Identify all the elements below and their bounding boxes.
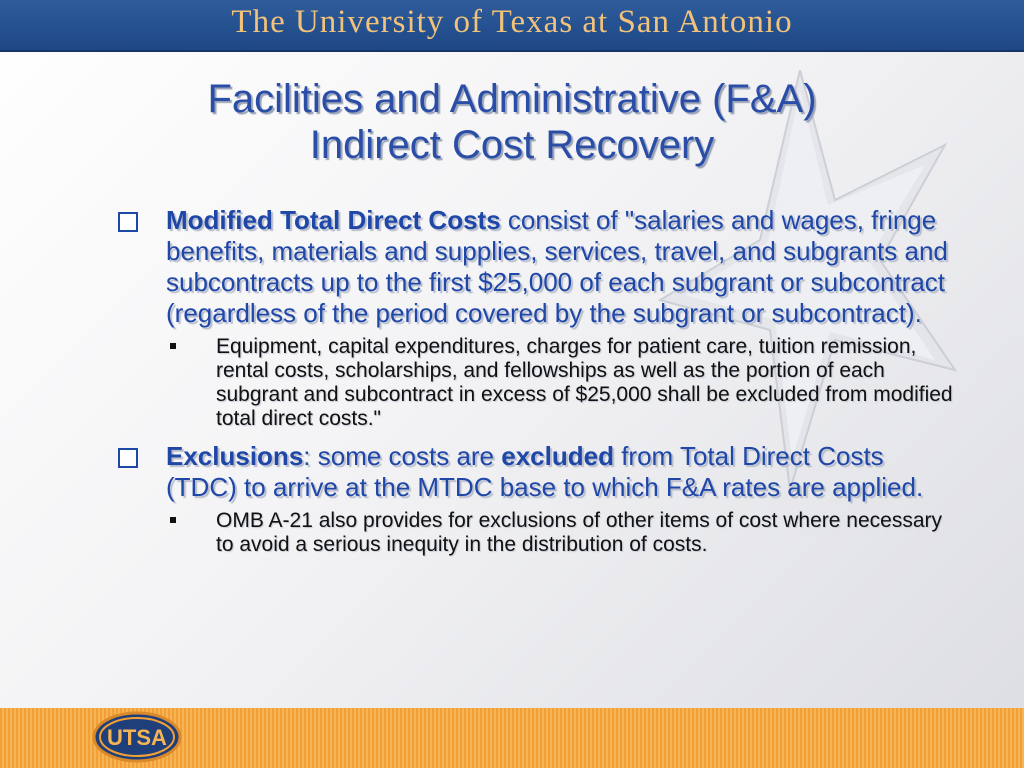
sub-bullet-omb (110, 509, 960, 557)
university-name: The University of Texas at San Antonio (231, 4, 793, 40)
exclusions-text-a: : some costs are (303, 441, 502, 471)
mtdc-definition: consist of "salaries and wages, fringe benefits, materials and supplies, services, travel, and subgrants and subcontracts up to the first $25,000 of each subgrant or subcontract (regardless of the period covered by the subgrant or subcontract). (166, 205, 948, 328)
square-bullet-icon (170, 343, 176, 349)
excluded-items-text: Equipment, capital expenditures, charges for patient care, tuition remission, rental costs, scholarships, and fellowships as well as the portion of each subgrant and subcontract in excess of $25,000 shall be excluded from modified total direct costs." (216, 335, 953, 430)
bullet-exclusions (110, 441, 960, 503)
mtdc-term: Modified Total Direct Costs (166, 205, 501, 235)
excluded-emphasis: excluded (501, 441, 614, 471)
square-bullet-icon (170, 517, 176, 523)
exclusions-term: Exclusions (166, 441, 304, 471)
exclusions-text-b: from Total Direct Costs (TDC) to arrive at the MTDC base to which F&A rates are applied. (166, 441, 924, 502)
title-line-2: Indirect Cost Recovery (309, 123, 715, 167)
checkbox-bullet-icon (118, 448, 138, 468)
slide-title (0, 76, 1024, 168)
slide-body (110, 205, 960, 567)
utsa-logo (92, 711, 182, 763)
title-line-1: Facilities and Administrative (F&A) (207, 77, 817, 121)
omb-text: OMB A-21 also provides for exclusions of other items of cost where necessary to avoid a serious inequity in the distribution of costs. (216, 509, 942, 556)
header-bar (0, 0, 1024, 52)
sub-bullet-excluded-items (110, 335, 960, 431)
checkbox-bullet-icon (118, 212, 138, 232)
svg-text:UTSA: UTSA (107, 725, 167, 750)
bullet-mtdc (110, 205, 960, 329)
